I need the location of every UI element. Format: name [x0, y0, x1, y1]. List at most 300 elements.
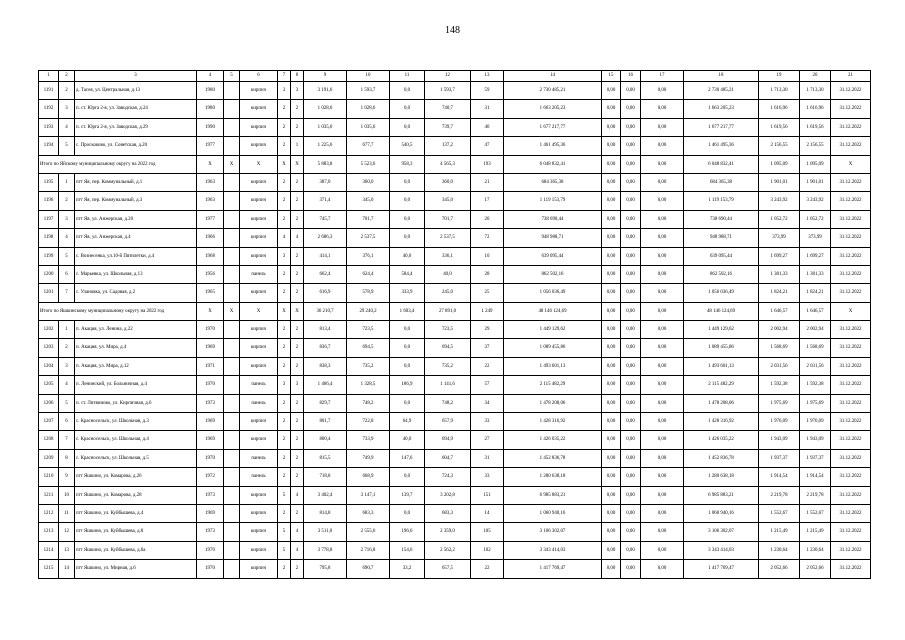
- table-cell: 1195: [39, 173, 59, 191]
- table-cell: 1 568,69: [800, 339, 831, 357]
- table-cell: 2: [278, 118, 291, 136]
- table-cell: 815,5: [304, 449, 347, 467]
- table-cell: кирпич: [240, 339, 278, 357]
- table-cell: 3 191,6: [304, 82, 347, 100]
- table-cell: [224, 229, 240, 247]
- table-cell: 2: [278, 339, 291, 357]
- table-cell: 1202: [39, 321, 59, 339]
- table-cell: 668,9: [347, 468, 390, 486]
- table-cell: 1 677 217,77: [504, 118, 602, 136]
- table-cell: 0,0: [390, 321, 425, 339]
- table-cell: 31.12.2022: [831, 339, 871, 357]
- table-cell: 0,00: [641, 265, 684, 283]
- table-cell: 0,0: [390, 504, 425, 522]
- table-cell: 371,4: [304, 192, 347, 210]
- table-cell: 1965: [197, 284, 224, 302]
- table-cell: 0,00: [621, 560, 641, 578]
- table-cell: 31.12.2022: [831, 265, 871, 283]
- district-total-row: [39, 302, 871, 320]
- table-cell: 684 365,38: [684, 173, 759, 191]
- table-cell: 1 976,09: [800, 413, 831, 431]
- table-cell: 6 048 832,41: [684, 155, 759, 173]
- table-cell: 657,5: [425, 560, 471, 578]
- district-total-label: Итого по Яйскому муниципальному округу на 2022 год: [39, 155, 197, 173]
- table-cell: 735,2: [347, 357, 390, 375]
- table-cell: 0,00: [621, 449, 641, 467]
- column-number-cell: 15: [602, 71, 621, 82]
- table-cell: 1 052,72: [800, 210, 831, 228]
- table-cell: 33,2: [390, 560, 425, 578]
- building-row: [39, 118, 871, 136]
- table-cell: 0,0: [390, 192, 425, 210]
- table-cell: 1 052,72: [759, 210, 800, 228]
- table-cell: 578,9: [347, 284, 390, 302]
- table-cell: 2 156,55: [759, 137, 800, 155]
- table-cell: 2: [291, 118, 304, 136]
- table-cell: 1 035,6: [347, 118, 390, 136]
- table-cell: [224, 137, 240, 155]
- table-cell: 1 478 208,06: [684, 394, 759, 412]
- table-cell: кирпич: [240, 560, 278, 578]
- table-cell: 0,00: [602, 82, 621, 100]
- table-cell: 2: [291, 449, 304, 467]
- table-cell: 1214: [39, 541, 59, 559]
- table-cell: 0,0: [390, 357, 425, 375]
- table-cell: 1 280 638,18: [504, 468, 602, 486]
- table-cell: 723,5: [425, 321, 471, 339]
- table-cell: 1211: [39, 486, 59, 504]
- table-cell: 2: [291, 210, 304, 228]
- building-row: [39, 468, 871, 486]
- table-cell: 694,5: [425, 339, 471, 357]
- table-cell: 1 249: [471, 302, 504, 320]
- table-cell: 2 031,56: [759, 357, 800, 375]
- table-cell: 1 901,01: [800, 173, 831, 191]
- building-row: [39, 137, 871, 155]
- table-cell: 31.12.2022: [831, 431, 871, 449]
- table-cell: 25: [471, 284, 504, 302]
- table-cell: 36 210,7: [304, 302, 347, 320]
- table-cell: 34: [471, 394, 504, 412]
- table-cell: 1 230,64: [800, 541, 831, 559]
- table-cell: 3 511,0: [304, 523, 347, 541]
- table-cell: 1 824,21: [759, 284, 800, 302]
- table-cell: 5: [59, 247, 75, 265]
- table-cell: 1 677 217,77: [684, 118, 759, 136]
- table-cell: 31: [471, 449, 504, 467]
- table-cell: 1970: [197, 560, 224, 578]
- table-cell: 0,00: [621, 284, 641, 302]
- table-cell: 1 901,01: [759, 173, 800, 191]
- table-cell: 1 943,09: [800, 431, 831, 449]
- table-cell: [224, 265, 240, 283]
- table-cell: 2: [59, 192, 75, 210]
- table-cell: 1 619,56: [759, 118, 800, 136]
- table-cell: 0,00: [641, 118, 684, 136]
- table-cell: 0,00: [641, 486, 684, 504]
- table-cell: 2: [278, 560, 291, 578]
- table-cell: 31.12.2022: [831, 284, 871, 302]
- table-cell: 0,00: [641, 376, 684, 394]
- table-cell: 0,00: [602, 339, 621, 357]
- table-cell: 948 988,71: [504, 229, 602, 247]
- table-cell: 1 976,09: [759, 413, 800, 431]
- table-cell: 31.12.2022: [831, 394, 871, 412]
- table-cell: 1 225,6: [304, 137, 347, 155]
- table-cell: [224, 357, 240, 375]
- table-cell: панель: [240, 394, 278, 412]
- table-cell: 2: [278, 431, 291, 449]
- table-cell: [224, 210, 240, 228]
- table-cell: 0,00: [641, 339, 684, 357]
- table-cell: 59: [471, 82, 504, 100]
- address-cell: пгт Яя, ул. Анжерская, д.4: [75, 229, 197, 247]
- table-cell: 2: [291, 357, 304, 375]
- table-cell: 0,00: [602, 321, 621, 339]
- table-cell: [224, 504, 240, 522]
- table-cell: 1956: [197, 265, 224, 283]
- table-cell: 616,9: [304, 284, 347, 302]
- building-row: [39, 523, 871, 541]
- column-number-cell: 20: [800, 71, 831, 82]
- table-cell: 31.12.2022: [831, 100, 871, 118]
- table-cell: 3 343 414,03: [684, 541, 759, 559]
- table-cell: 40,0: [425, 265, 471, 283]
- table-cell: 7: [59, 284, 75, 302]
- table-cell: 4: [278, 229, 291, 247]
- table-cell: 1972: [197, 468, 224, 486]
- table-cell: 1 914,54: [800, 468, 831, 486]
- address-cell: п. ст. Юрга 2-я, ул. Заводская, д.29: [75, 118, 197, 136]
- address-cell: с. Красносельск, ул. Школьная, д.4: [75, 431, 197, 449]
- table-cell: 1 449 129,62: [684, 321, 759, 339]
- column-number-cell: 21: [831, 71, 871, 82]
- table-cell: 31.12.2022: [831, 247, 871, 265]
- table-cell: [224, 486, 240, 504]
- table-cell: X: [240, 302, 278, 320]
- table-cell: 795,8: [304, 560, 347, 578]
- table-cell: 1969: [197, 339, 224, 357]
- table-cell: 4: [59, 376, 75, 394]
- table-cell: 31.12.2022: [831, 82, 871, 100]
- table-cell: 376,1: [347, 247, 390, 265]
- table-cell: 31.12.2022: [831, 486, 871, 504]
- table-cell: 1 060 940,16: [684, 504, 759, 522]
- table-cell: 31.12.2022: [831, 560, 871, 578]
- table-cell: 1 663 205,23: [684, 100, 759, 118]
- address-cell: с. Проскоково, ул. Советская, д.20: [75, 137, 197, 155]
- table-cell: 2 219,78: [759, 486, 800, 504]
- table-cell: 48 146 124,69: [684, 302, 759, 320]
- table-cell: 1 713,30: [759, 82, 800, 100]
- table-cell: 5: [278, 541, 291, 559]
- table-cell: 1196: [39, 192, 59, 210]
- table-cell: 683,3: [425, 504, 471, 522]
- table-cell: 2 115 482,29: [504, 376, 602, 394]
- address-cell: с. Красносельск, ул. Школьная, д.3: [75, 413, 197, 431]
- table-cell: 0,00: [621, 357, 641, 375]
- table-cell: 31.12.2022: [831, 357, 871, 375]
- table-cell: 748,2: [347, 394, 390, 412]
- table-cell: 37: [471, 339, 504, 357]
- table-cell: кирпич: [240, 431, 278, 449]
- table-cell: 677,7: [347, 137, 390, 155]
- table-cell: 0,0: [390, 394, 425, 412]
- table-cell: 2: [291, 247, 304, 265]
- table-cell: 345,0: [425, 192, 471, 210]
- table-cell: 2: [291, 339, 304, 357]
- table-cell: 1210: [39, 468, 59, 486]
- table-cell: 0,0: [390, 229, 425, 247]
- table-cell: 1 619,56: [800, 118, 831, 136]
- table-cell: 4: [291, 541, 304, 559]
- building-row: [39, 100, 871, 118]
- table-cell: 0,00: [621, 321, 641, 339]
- table-cell: кирпич: [240, 413, 278, 431]
- table-cell: X: [291, 302, 304, 320]
- table-cell: 2: [291, 431, 304, 449]
- table-cell: 373,99: [800, 229, 831, 247]
- table-cell: 2: [291, 173, 304, 191]
- column-number-cell: 19: [759, 71, 800, 82]
- table-cell: 33: [471, 413, 504, 431]
- table-cell: 28: [471, 265, 504, 283]
- table-cell: 0,00: [641, 504, 684, 522]
- table-cell: 33: [471, 468, 504, 486]
- table-cell: 2: [291, 321, 304, 339]
- address-cell: пгт Яшкино, ул. Куйбышева, д.8: [75, 523, 197, 541]
- table-cell: 10: [59, 486, 75, 504]
- table-cell: 72: [471, 229, 504, 247]
- table-cell: 5: [278, 523, 291, 541]
- table-cell: 154,6: [390, 541, 425, 559]
- table-cell: 748,2: [425, 394, 471, 412]
- table-cell: 2 555,6: [347, 523, 390, 541]
- table-cell: 2 115 482,29: [684, 376, 759, 394]
- table-cell: 1207: [39, 413, 59, 431]
- table-cell: 22: [471, 357, 504, 375]
- table-cell: 739,7: [425, 118, 471, 136]
- table-cell: 2: [278, 357, 291, 375]
- table-cell: X: [278, 155, 291, 173]
- building-row: [39, 431, 871, 449]
- table-cell: 1971: [197, 357, 224, 375]
- building-row: [39, 394, 871, 412]
- table-cell: 2 562,2: [425, 541, 471, 559]
- table-cell: 1 493 601,13: [684, 357, 759, 375]
- table-cell: 360,0: [425, 173, 471, 191]
- table-cell: 1970: [197, 541, 224, 559]
- table-cell: 2: [291, 192, 304, 210]
- table-cell: 800,4: [304, 431, 347, 449]
- building-row: [39, 173, 871, 191]
- column-number-cell: 10: [347, 71, 390, 82]
- table-cell: 0,00: [641, 431, 684, 449]
- table-cell: 0,00: [621, 82, 641, 100]
- column-number-cell: 17: [641, 71, 684, 82]
- table-cell: 690,7: [347, 560, 390, 578]
- table-cell: 2: [278, 468, 291, 486]
- table-cell: 1 215,49: [759, 523, 800, 541]
- table-cell: 0,00: [602, 247, 621, 265]
- address-cell: п. Ленинский, ул. Больничная, д.4: [75, 376, 197, 394]
- table-cell: 662,4: [304, 265, 347, 283]
- table-cell: 3 778,8: [304, 541, 347, 559]
- table-cell: 2 730 485,21: [684, 82, 759, 100]
- table-cell: кирпич: [240, 229, 278, 247]
- table-cell: 1 452 836,78: [684, 449, 759, 467]
- table-cell: 2: [291, 394, 304, 412]
- table-cell: 1 493 601,13: [504, 357, 602, 375]
- table-cell: 2: [59, 339, 75, 357]
- table-cell: 2: [278, 504, 291, 522]
- column-number-cell: 3: [75, 71, 197, 82]
- table-cell: 1963: [197, 192, 224, 210]
- table-cell: 1990: [197, 118, 224, 136]
- table-cell: 0,00: [641, 210, 684, 228]
- table-cell: панель: [240, 449, 278, 467]
- table-cell: 1 975,69: [800, 394, 831, 412]
- table-cell: 245,0: [425, 284, 471, 302]
- table-cell: 0,00: [602, 100, 621, 118]
- table-cell: 333,9: [390, 284, 425, 302]
- table-cell: кирпич: [240, 284, 278, 302]
- table-cell: 2: [291, 560, 304, 578]
- table-cell: 0,00: [602, 413, 621, 431]
- table-cell: [224, 339, 240, 357]
- table-cell: 1 975,69: [759, 394, 800, 412]
- table-cell: 0,00: [602, 394, 621, 412]
- table-cell: 0,0: [390, 118, 425, 136]
- address-cell: пгт Яшкино, ул. Комарова, д.26: [75, 468, 197, 486]
- table-cell: 5 883,8: [304, 155, 347, 173]
- table-cell: 13: [59, 541, 75, 559]
- table-cell: 1 060 940,16: [504, 504, 602, 522]
- table-cell: 1204: [39, 357, 59, 375]
- table-cell: 0,00: [641, 541, 684, 559]
- address-cell: пгт Яя, ул. Анжерская, д.20: [75, 210, 197, 228]
- table-cell: кирпич: [240, 357, 278, 375]
- table-cell: кирпич: [240, 504, 278, 522]
- table-cell: 2 686,3: [304, 229, 347, 247]
- table-cell: 139,7: [390, 486, 425, 504]
- table-cell: 2: [278, 192, 291, 210]
- table-cell: 31.12.2022: [831, 173, 871, 191]
- table-cell: 862 502,16: [684, 265, 759, 283]
- table-cell: 2 537,5: [425, 229, 471, 247]
- table-cell: 2: [278, 265, 291, 283]
- table-cell: 724,3: [425, 468, 471, 486]
- table-cell: 2 730 485,21: [504, 82, 602, 100]
- table-cell: кирпич: [240, 100, 278, 118]
- table-cell: [224, 118, 240, 136]
- table-cell: 2: [278, 394, 291, 412]
- table-cell: 1 699,27: [759, 247, 800, 265]
- table-cell: 1970: [197, 376, 224, 394]
- table-cell: 0,00: [602, 376, 621, 394]
- building-row: [39, 265, 871, 283]
- table-cell: 151: [471, 486, 504, 504]
- table-cell: 0,00: [641, 357, 684, 375]
- address-cell: п. ст. Юрга 2-я, ул. Заводская, д.24: [75, 100, 197, 118]
- building-row: [39, 357, 871, 375]
- table-cell: 718,8: [304, 468, 347, 486]
- address-cell: пгт Яшкино, ул. Комарова, д.28: [75, 486, 197, 504]
- table-cell: X: [240, 155, 278, 173]
- table-cell: X: [224, 155, 240, 173]
- table-cell: 0,00: [621, 339, 641, 357]
- table-cell: 40,0: [390, 247, 425, 265]
- table-cell: 7: [59, 431, 75, 449]
- table-cell: 3 243,92: [800, 192, 831, 210]
- table-cell: 740,7: [425, 100, 471, 118]
- table-cell: [224, 449, 240, 467]
- table-cell: 1 230,64: [759, 541, 800, 559]
- table-cell: 27 891,0: [425, 302, 471, 320]
- table-cell: 0,00: [641, 155, 684, 173]
- table-cell: 1 452 836,78: [504, 449, 602, 467]
- table-cell: 0,00: [641, 321, 684, 339]
- table-cell: 31.12.2022: [831, 321, 871, 339]
- building-row: [39, 339, 871, 357]
- table-cell: 1 616,96: [800, 100, 831, 118]
- table-cell: 31.12.2022: [831, 376, 871, 394]
- table-cell: 1 028,6: [347, 100, 390, 118]
- table-cell: 1 478 208,06: [504, 394, 602, 412]
- table-cell: 1 215,49: [800, 523, 831, 541]
- table-cell: 540,5: [390, 137, 425, 155]
- table-cell: [224, 541, 240, 559]
- table-cell: 1215: [39, 560, 59, 578]
- table-cell: 584,4: [390, 265, 425, 283]
- table-cell: 0,00: [641, 284, 684, 302]
- table-cell: 345,0: [347, 192, 390, 210]
- table-cell: 1 616,96: [759, 100, 800, 118]
- district-total-row: [39, 155, 871, 173]
- building-row: [39, 449, 871, 467]
- table-cell: 738 690,44: [504, 210, 602, 228]
- table-cell: 1 713,30: [800, 82, 831, 100]
- building-row: [39, 82, 871, 100]
- table-cell: 2: [291, 504, 304, 522]
- table-cell: [224, 173, 240, 191]
- table-cell: 20: [471, 210, 504, 228]
- table-cell: 1966: [197, 229, 224, 247]
- table-cell: 2: [291, 413, 304, 431]
- column-number-cell: 18: [684, 71, 759, 82]
- table-cell: X: [197, 155, 224, 173]
- table-cell: 836,7: [304, 339, 347, 357]
- table-cell: 9: [59, 468, 75, 486]
- table-cell: 360,0: [347, 173, 390, 191]
- table-cell: [224, 394, 240, 412]
- table-cell: 1197: [39, 210, 59, 228]
- table-cell: 0,00: [621, 523, 641, 541]
- table-cell: [224, 413, 240, 431]
- building-row: [39, 486, 871, 504]
- table-cell: 1 943,09: [759, 431, 800, 449]
- housing-register-table: [38, 70, 871, 579]
- table-cell: [224, 431, 240, 449]
- table-cell: 1 141,6: [425, 376, 471, 394]
- table-cell: [224, 82, 240, 100]
- table-cell: 0,00: [621, 302, 641, 320]
- table-cell: 0,00: [621, 541, 641, 559]
- table-cell: X: [291, 155, 304, 173]
- address-cell: д. Тасея, ул. Центральная, д.13: [75, 82, 197, 100]
- table-cell: [224, 468, 240, 486]
- table-cell: 604,7: [425, 449, 471, 467]
